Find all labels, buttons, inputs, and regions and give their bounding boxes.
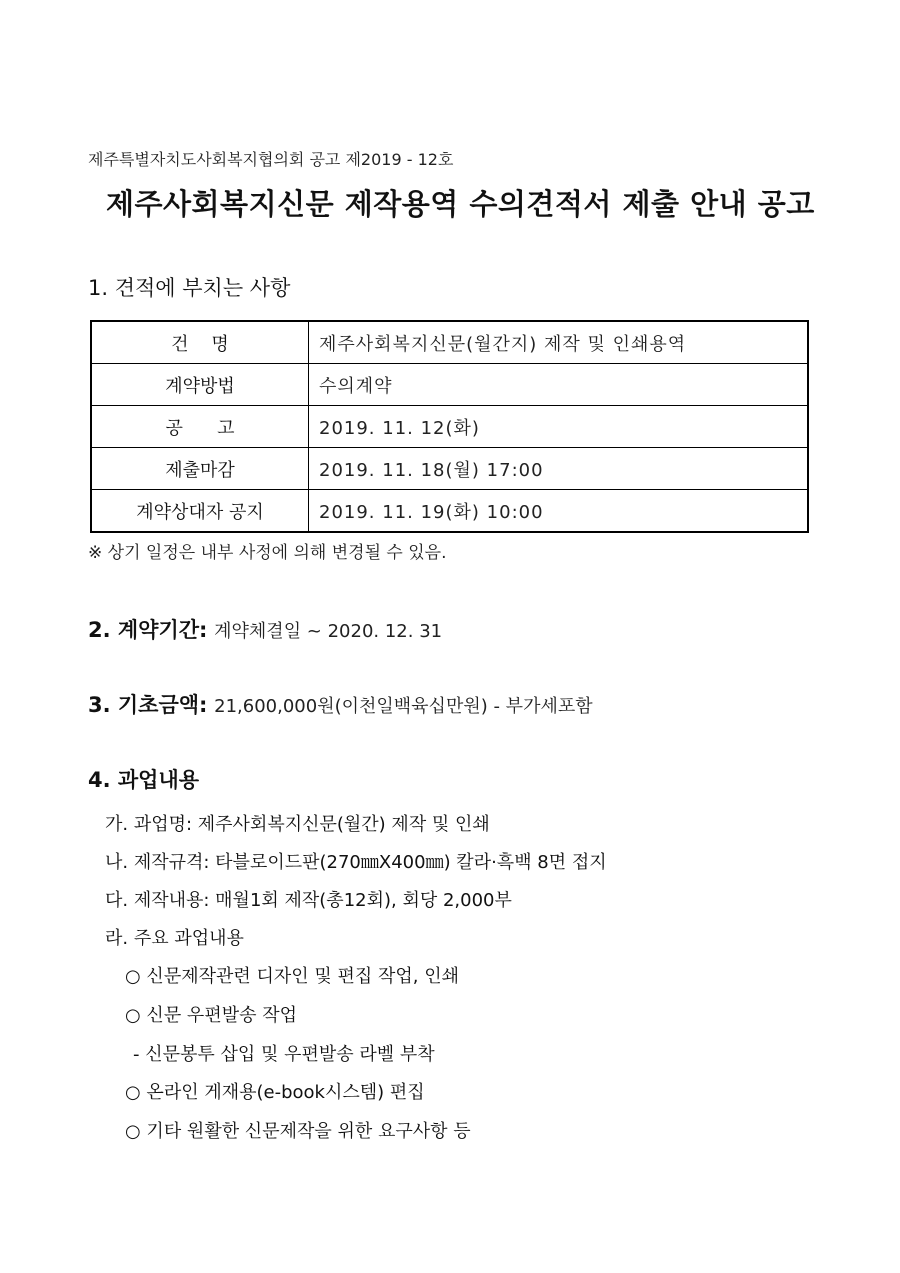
section2-heading: 2. 계약기간: (88, 618, 208, 642)
table-row (91, 448, 808, 490)
list-item: 나. 제작규격: 타블로이드판(270㎜X400㎜) 칼라·흑백 8면 접지 (105, 852, 607, 873)
list-item: - 신문봉투 삽입 및 우편발송 라벨 부착 (133, 1044, 435, 1065)
row-key: 공 고 (91, 406, 309, 448)
section4-heading: 4. 과업내용 (88, 768, 200, 792)
row-value: 수의계약 (309, 364, 809, 406)
list-item: 라. 주요 과업내용 (105, 928, 244, 949)
row-value: 2019. 11. 12(화) (309, 406, 809, 448)
row-value: 2019. 11. 19(화) 10:00 (309, 490, 809, 533)
row-key: 계약상대자 공지 (91, 490, 309, 533)
base-amount: 21,600,000원(이천일백육십만원) - 부가세포함 (214, 696, 593, 717)
list-item: ○ 온라인 게재용(e-book시스템) 편집 (125, 1082, 425, 1103)
list-item: ○ 신문제작관련 디자인 및 편집 작업, 인쇄 (125, 966, 459, 987)
list-item: ○ 기타 원활한 신문제작을 위한 요구사항 등 (125, 1121, 471, 1142)
row-value: 2019. 11. 18(월) 17:00 (309, 448, 809, 490)
list-item: ○ 신문 우편발송 작업 (125, 1005, 297, 1026)
table-row (91, 406, 808, 448)
list-item: 다. 제작내용: 매월1회 제작(총12회), 회당 2,000부 (105, 890, 512, 911)
row-key: 건 명 (91, 321, 309, 364)
notice-reference-number: 제주특별자치도사회복지협의회 공고 제2019 - 12호 (88, 150, 454, 169)
section3 (88, 689, 593, 719)
contract-period: 계약체결일 ~ 2020. 12. 31 (214, 621, 443, 642)
section1-heading: 1. 견적에 부치는 사항 (88, 276, 291, 300)
table-row (91, 364, 808, 406)
schedule-note: ※ 상기 일정은 내부 사정에 의해 변경될 수 있음. (88, 543, 447, 563)
table-row (91, 490, 808, 533)
section2 (88, 614, 442, 644)
list-item: 가. 과업명: 제주사회복지신문(월간) 제작 및 인쇄 (105, 814, 490, 835)
row-key: 계약방법 (91, 364, 309, 406)
table-row (91, 321, 808, 364)
section3-heading: 3. 기초금액: (88, 693, 208, 717)
row-key: 제출마감 (91, 448, 309, 490)
row-value: 제주사회복지신문(월간지) 제작 및 인쇄용역 (309, 321, 809, 364)
document-title: 제주사회복지신문 제작용역 수의견적서 제출 안내 공고 (106, 187, 815, 221)
quotation-info-table (90, 320, 809, 533)
